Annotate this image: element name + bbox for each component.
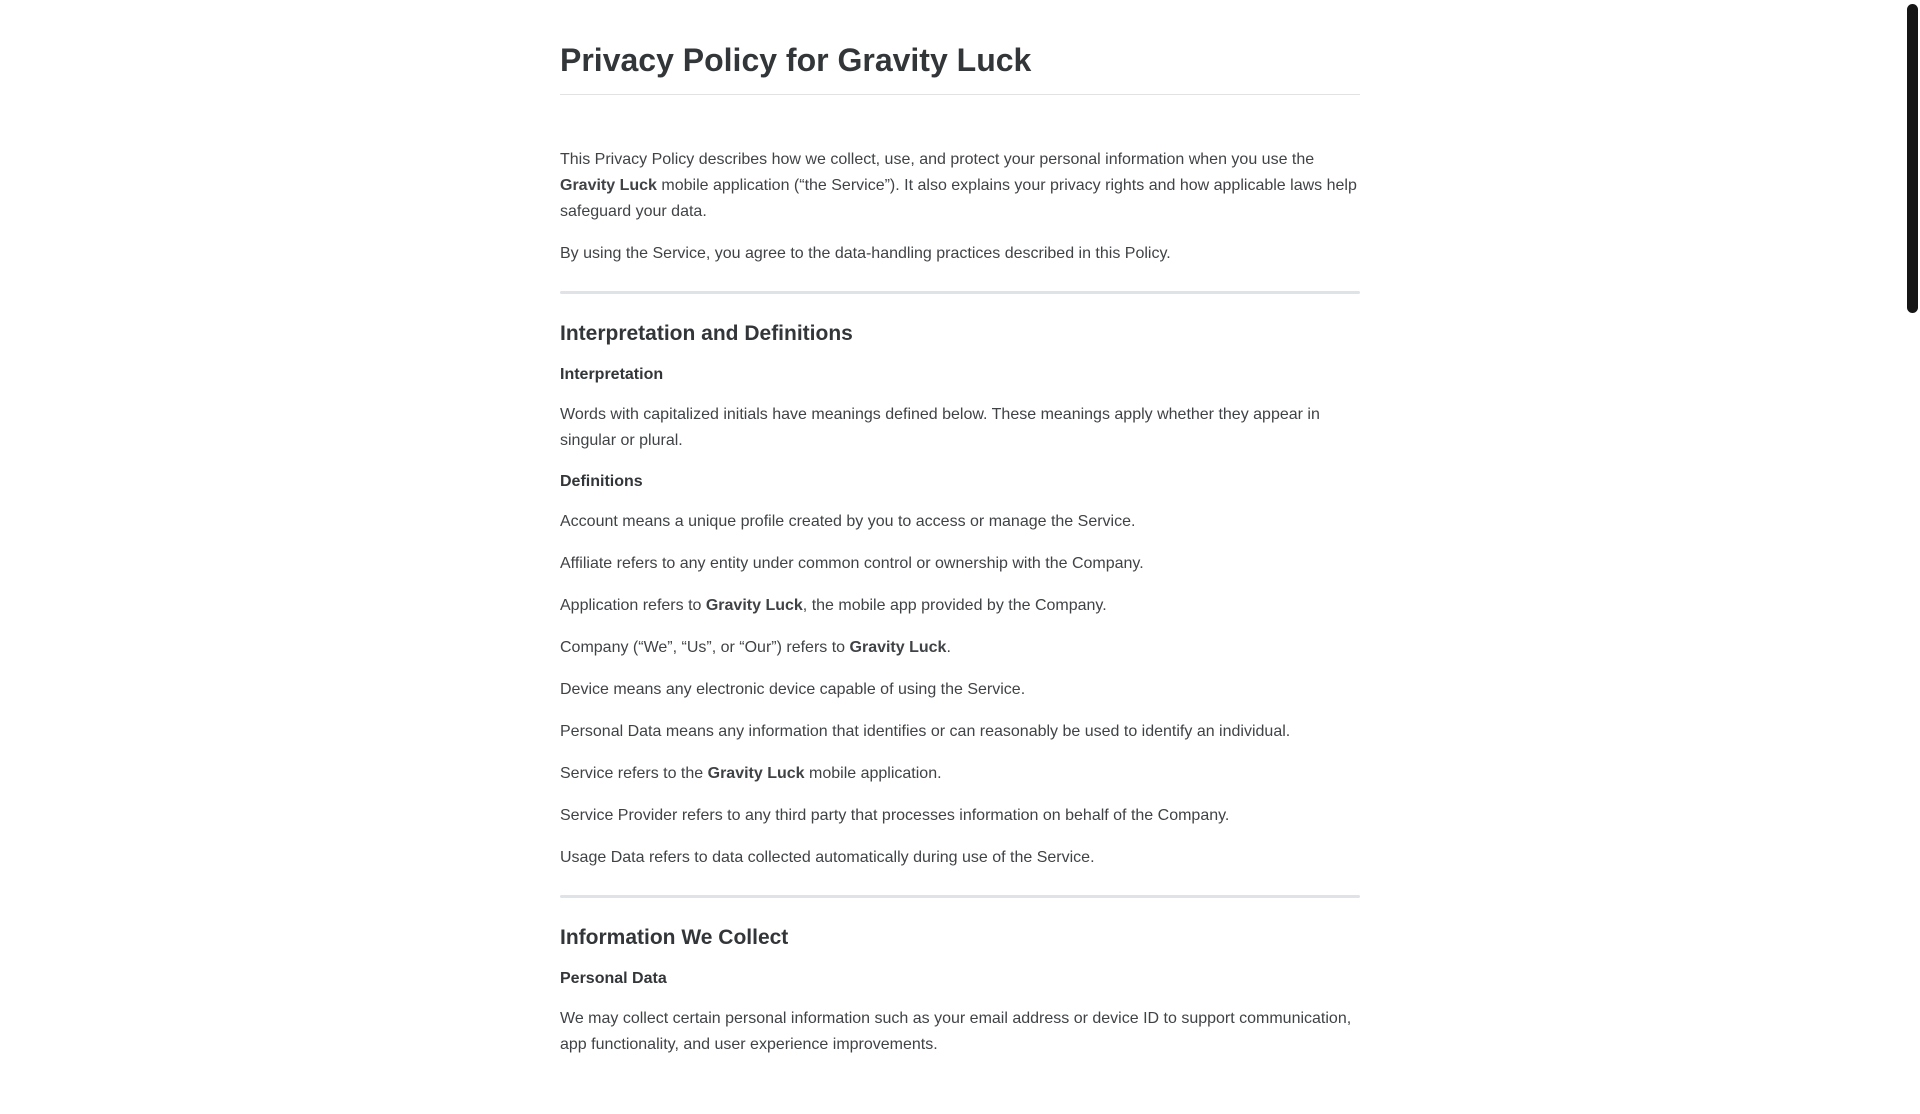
text-segment: Company (“We”, “Us”, or “Our”) refers to [560, 639, 850, 656]
paragraph [560, 551, 1360, 577]
paragraph [560, 761, 1360, 787]
subsection-heading: Personal Data [560, 970, 667, 987]
bold-text: Gravity Luck [705, 597, 803, 614]
section-heading: Interpretation and Definitions [560, 322, 853, 345]
text-segment: Service Provider refers to any third party that processes information on behalf of the Company. [560, 807, 1230, 824]
text-segment: . [946, 639, 951, 656]
scrollbar-thumb[interactable] [1907, 4, 1918, 313]
document-body [560, 147, 1360, 1058]
paragraph [560, 402, 1360, 454]
paragraph [560, 1006, 1360, 1058]
text-segment: Words with capitalized initials have meanings defined below. These meanings apply whether they appear in singular or plural. [560, 406, 1320, 449]
privacy-policy-document [560, 0, 1360, 1114]
text-segment: Usage Data refers to data collected automatically during use of the Service. [560, 849, 1095, 866]
paragraph [560, 593, 1360, 619]
paragraph [560, 241, 1360, 267]
text-segment: mobile application. [804, 765, 942, 782]
text-segment: Account means a unique profile created by you to access or manage the Service. [560, 513, 1136, 530]
subsection-heading: Interpretation [560, 366, 664, 383]
paragraph [560, 803, 1360, 829]
text-segment: Personal Data means any information that identifies or can reasonably be used to identify an individual. [560, 723, 1291, 740]
bold-text: Gravity Luck [707, 765, 805, 782]
text-segment: mobile application (“the Service”). It also explains your privacy rights and how applicable laws help safeguard your data. [560, 177, 1357, 220]
text-segment: By using the Service, you agree to the data-handling practices described in this Policy. [560, 245, 1171, 262]
title-divider [560, 94, 1360, 95]
paragraph [560, 147, 1360, 225]
paragraph [560, 635, 1360, 661]
bold-text: Gravity Luck [849, 639, 947, 656]
section-heading: Information We Collect [560, 926, 789, 949]
text-segment: We may collect certain personal information such as your email address or device ID to support communication, app functionality, and user experience improvements. [560, 1010, 1352, 1053]
section-divider [560, 291, 1360, 294]
bold-text: Gravity Luck [560, 177, 657, 194]
text-segment: Device means any electronic device capable of using the Service. [560, 681, 1026, 698]
paragraph [560, 677, 1360, 703]
section-divider [560, 895, 1360, 898]
text-segment: Affiliate refers to any entity under common control or ownership with the Company. [560, 555, 1144, 572]
text-segment: Application refers to [560, 597, 706, 614]
paragraph [560, 719, 1360, 745]
page-title: Privacy Policy for Gravity Luck [560, 42, 1032, 78]
text-segment: , the mobile app provided by the Company. [802, 597, 1107, 614]
paragraph [560, 509, 1360, 535]
text-segment: Service refers to the [560, 765, 708, 782]
subsection-heading: Definitions [560, 473, 643, 490]
text-segment: This Privacy Policy describes how we collect, use, and protect your personal information when you use the [560, 151, 1315, 168]
paragraph [560, 845, 1360, 871]
